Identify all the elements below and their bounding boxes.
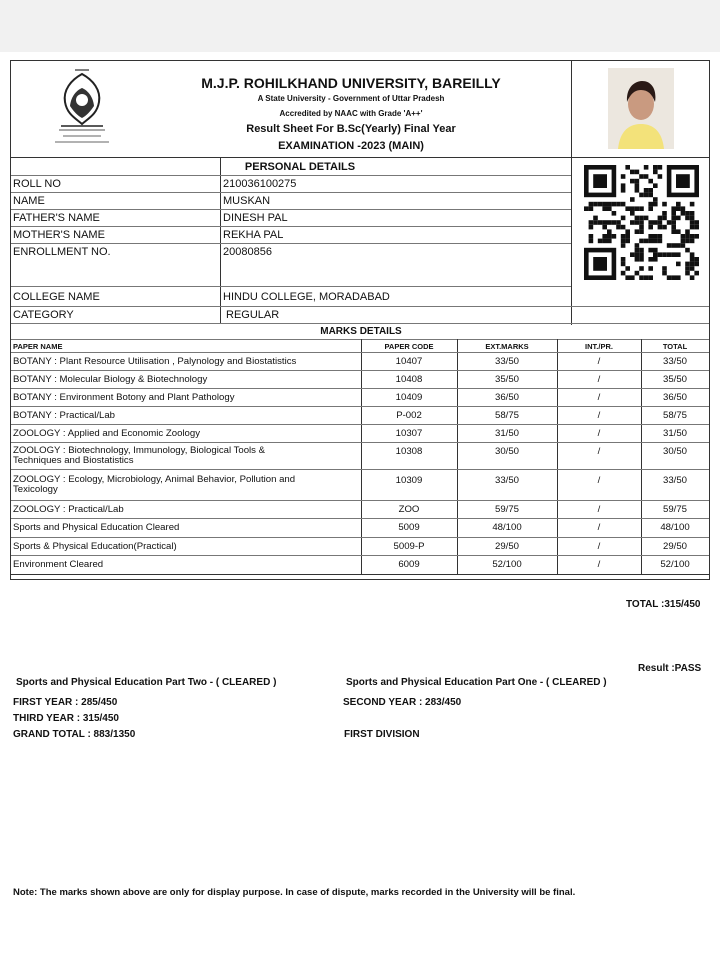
- father-name-label: FATHER'S NAME: [13, 212, 100, 224]
- ext-marks: 33/50: [494, 356, 519, 367]
- col-header-total: TOTAL: [662, 342, 688, 351]
- paper-code: 10407: [395, 356, 423, 367]
- first-year-score: FIRST YEAR : 285/450: [13, 697, 118, 708]
- int-marks: /: [597, 392, 601, 403]
- int-marks: /: [597, 374, 601, 385]
- paper-code: ZOO: [398, 504, 420, 515]
- int-marks: /: [597, 446, 601, 457]
- third-year-score: THIRD YEAR : 315/450: [13, 713, 119, 724]
- total-marks: 36/50: [662, 392, 687, 403]
- paper-code: 6009: [398, 559, 420, 570]
- ext-marks: 52/100: [492, 559, 522, 570]
- college-name-label: COLLEGE NAME: [13, 291, 100, 303]
- paper-name: ZOOLOGY : Ecology, Microbiology, Animal Behavior, Pollution and: [13, 474, 296, 485]
- sheet-title: Result Sheet For B.Sc(Yearly) Final Year: [246, 123, 456, 135]
- paper-name: Sports & Physical Education(Practical): [13, 541, 177, 552]
- total-marks: 58/75: [662, 410, 687, 421]
- paper-code: P-002: [396, 410, 422, 421]
- paper-name: Sports and Physical Education Cleared: [13, 522, 180, 533]
- paper-code: 5009: [398, 522, 420, 533]
- total-marks: 35/50: [662, 374, 687, 385]
- enrollment-label: ENROLLMENT NO.: [13, 246, 111, 258]
- name-value: MUSKAN: [223, 195, 271, 207]
- col-header-int-pr: INT./PR.: [585, 342, 613, 351]
- student-photo: [608, 68, 674, 149]
- total-marks: 52/100: [660, 559, 690, 570]
- int-marks: /: [597, 504, 601, 515]
- int-marks: /: [597, 541, 601, 552]
- total-score: TOTAL :315/450: [626, 599, 701, 610]
- col-header-paper-code: PAPER CODE: [384, 342, 434, 351]
- ext-marks: 30/50: [494, 446, 519, 457]
- sports-part-one: Sports and Physical Education Part One - ( CLEARED ): [346, 677, 607, 688]
- paper-name: Environment Cleared: [13, 559, 104, 570]
- ext-marks: 29/50: [494, 541, 519, 552]
- paper-code: 5009-P: [393, 541, 425, 552]
- second-year-score: SECOND YEAR : 283/450: [343, 697, 462, 708]
- roll-no-label: ROLL NO: [13, 178, 61, 190]
- paper-name: BOTANY : Plant Resource Utilisation , Palynology and Biostatistics: [13, 356, 297, 367]
- int-marks: /: [597, 522, 601, 533]
- int-marks: /: [597, 428, 601, 439]
- paper-code: 10309: [395, 475, 423, 486]
- university-name: M.J.P. ROHILKHAND UNIVERSITY, BAREILLY: [201, 75, 501, 91]
- enrollment-value: 20080856: [223, 246, 272, 258]
- paper-code: 10408: [395, 374, 423, 385]
- paper-name: ZOOLOGY : Biotechnology, Immunology, Biological Tools &: [13, 445, 266, 456]
- accreditation-text: Accredited by NAAC with Grade 'A++': [279, 109, 423, 118]
- ext-marks: 31/50: [494, 428, 519, 439]
- mother-name-value: REKHA PAL: [223, 229, 284, 241]
- category-label: CATEGORY: [13, 309, 74, 321]
- total-marks: 29/50: [662, 541, 687, 552]
- roll-no-value: 210036100275: [223, 178, 297, 190]
- col-header-paper-name: PAPER NAME: [13, 342, 63, 351]
- total-marks: 33/50: [662, 356, 687, 367]
- top-band: [0, 0, 720, 52]
- division: FIRST DIVISION: [344, 729, 420, 740]
- personal-details-title: PERSONAL DETAILS: [244, 161, 356, 173]
- paper-code: 10409: [395, 392, 423, 403]
- name-label: NAME: [13, 195, 45, 207]
- paper-code: 10308: [395, 446, 423, 457]
- total-marks: 33/50: [662, 475, 687, 486]
- ext-marks: 59/75: [494, 504, 519, 515]
- university-emblem-icon: [41, 66, 123, 154]
- total-marks: 59/75: [662, 504, 687, 515]
- qr-code-icon: [584, 165, 699, 280]
- ext-marks: 33/50: [494, 475, 519, 486]
- college-name-value: HINDU COLLEGE, MORADABAD: [223, 291, 390, 303]
- university-subtitle: A State University - Government of Uttar Pradesh: [257, 94, 445, 103]
- int-marks: /: [597, 356, 601, 367]
- marks-details-title: MARKS DETAILS: [320, 326, 402, 337]
- int-marks: /: [597, 559, 601, 570]
- paper-name: BOTANY : Environment Botony and Plant Pathology: [13, 392, 235, 403]
- exam-title: EXAMINATION -2023 (MAIN): [278, 140, 424, 152]
- father-name-value: DINESH PAL: [223, 212, 288, 224]
- total-marks: 30/50: [662, 446, 687, 457]
- paper-name-line2: Texicology: [13, 484, 58, 495]
- int-marks: /: [597, 410, 601, 421]
- paper-name: ZOOLOGY : Applied and Economic Zoology: [13, 428, 200, 439]
- int-marks: /: [597, 475, 601, 486]
- grand-total: GRAND TOTAL : 883/1350: [13, 729, 136, 740]
- disclaimer-note: Note: The marks shown above are only for display purpose. In case of dispute, marks recorded in the University will be final.: [13, 887, 576, 898]
- sports-part-two: Sports and Physical Education Part Two - ( CLEARED ): [16, 677, 277, 688]
- ext-marks: 48/100: [492, 522, 522, 533]
- category-value: REGULAR: [226, 309, 280, 321]
- result-status: Result :PASS: [638, 663, 702, 674]
- mother-name-label: MOTHER'S NAME: [13, 229, 105, 241]
- total-marks: 48/100: [660, 522, 690, 533]
- paper-name: BOTANY : Practical/Lab: [13, 410, 116, 421]
- ext-marks: 36/50: [494, 392, 519, 403]
- result-sheet: [10, 60, 710, 580]
- total-marks: 31/50: [662, 428, 687, 439]
- col-header-ext-marks: EXT.MARKS: [485, 342, 529, 351]
- paper-code: 10307: [395, 428, 423, 439]
- ext-marks: 35/50: [494, 374, 519, 385]
- paper-name: BOTANY : Molecular Biology & Biotechnology: [13, 374, 208, 385]
- ext-marks: 58/75: [494, 410, 519, 421]
- paper-name: ZOOLOGY : Practical/Lab: [13, 504, 124, 515]
- paper-name-line2: Techniques and Biostatistics: [13, 455, 134, 466]
